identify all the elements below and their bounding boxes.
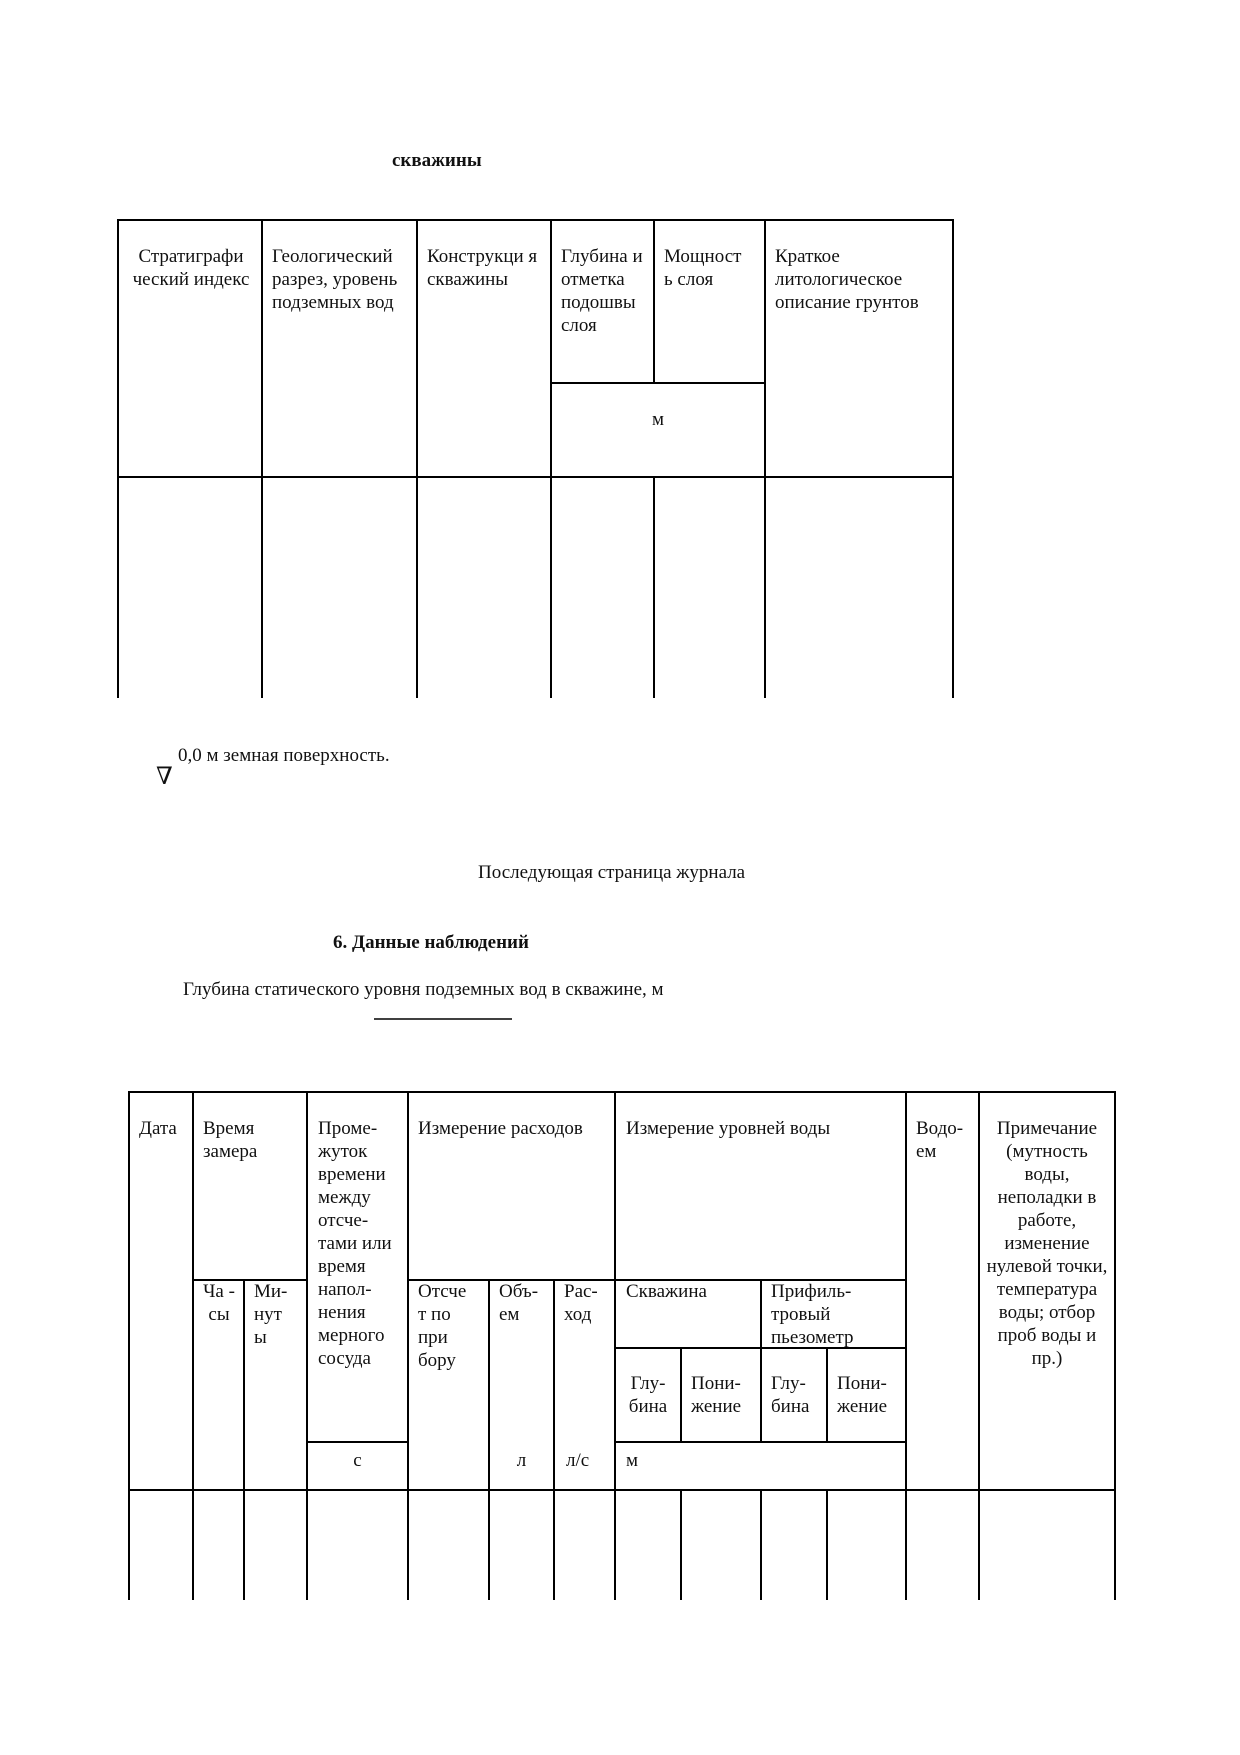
col-well: Скважина xyxy=(626,1281,707,1302)
col-well-depth: Глу- бина xyxy=(628,1373,668,1417)
col-lithology: Краткое литологическое описание грунтов xyxy=(775,246,919,313)
col-date: Дата xyxy=(139,1118,177,1139)
col-measure-time: Время замера xyxy=(203,1118,258,1162)
col-layer-thickness: Мощност ь слоя xyxy=(664,246,742,290)
unit-seconds: с xyxy=(353,1450,362,1471)
static-level-label: Глубина статического уровня подземных вод в скважине, м xyxy=(183,979,664,1000)
unit-meters: м xyxy=(651,409,665,430)
col-piezometer: Прифиль- тровый пьезометр xyxy=(771,1281,854,1348)
col-depth-elevation: Глубина и отметка подошвы слоя xyxy=(561,246,643,336)
col-notes: Примечание (мутность воды, неполадки в работе, изменение нулевой точки, температура воды; отбор проб воды и пр.) xyxy=(986,1118,1108,1369)
col-piezometer-depth: Глу- бина xyxy=(771,1373,810,1417)
col-minutes: Ми- нут ы xyxy=(254,1281,288,1348)
col-instrument-reading: Отсче т по при бору xyxy=(418,1281,467,1371)
col-well-drawdown: Пони- жение xyxy=(691,1373,742,1417)
unit-liters-per-second: л/с xyxy=(566,1450,590,1471)
col-geological-section: Геологический разрез, уровень подземных вод xyxy=(272,246,398,313)
col-flow-rate: Рас- ход xyxy=(564,1281,598,1325)
col-piezometer-drawdown: Пони- жение xyxy=(837,1373,888,1417)
section-title: 6. Данные наблюдений xyxy=(333,932,529,953)
next-page-label: Последующая страница журнала xyxy=(478,862,746,883)
col-stratigraphic-index: Стратиграфи ческий индекс xyxy=(132,246,250,290)
col-hours: Ча - сы xyxy=(203,1281,235,1325)
surface-note: 0,0 м земная поверхность. xyxy=(178,745,390,766)
nabla-icon: ∇ xyxy=(156,762,173,790)
col-flow-measurement: Измерение расходов xyxy=(418,1118,583,1139)
col-time-interval: Проме- жуток времени между отсче- тами или время напол- нения мерного сосуда xyxy=(318,1118,392,1369)
well-heading: скважины xyxy=(392,150,482,171)
unit-liters: л xyxy=(516,1450,527,1471)
col-water-body: Водо- ем xyxy=(916,1118,964,1162)
unit-meters-levels: м xyxy=(626,1450,639,1471)
col-well-construction: Конструкци я скважины xyxy=(427,246,538,290)
col-water-level-measurement: Измерение уровней воды xyxy=(626,1118,831,1139)
col-volume: Объ- ем xyxy=(499,1281,539,1325)
